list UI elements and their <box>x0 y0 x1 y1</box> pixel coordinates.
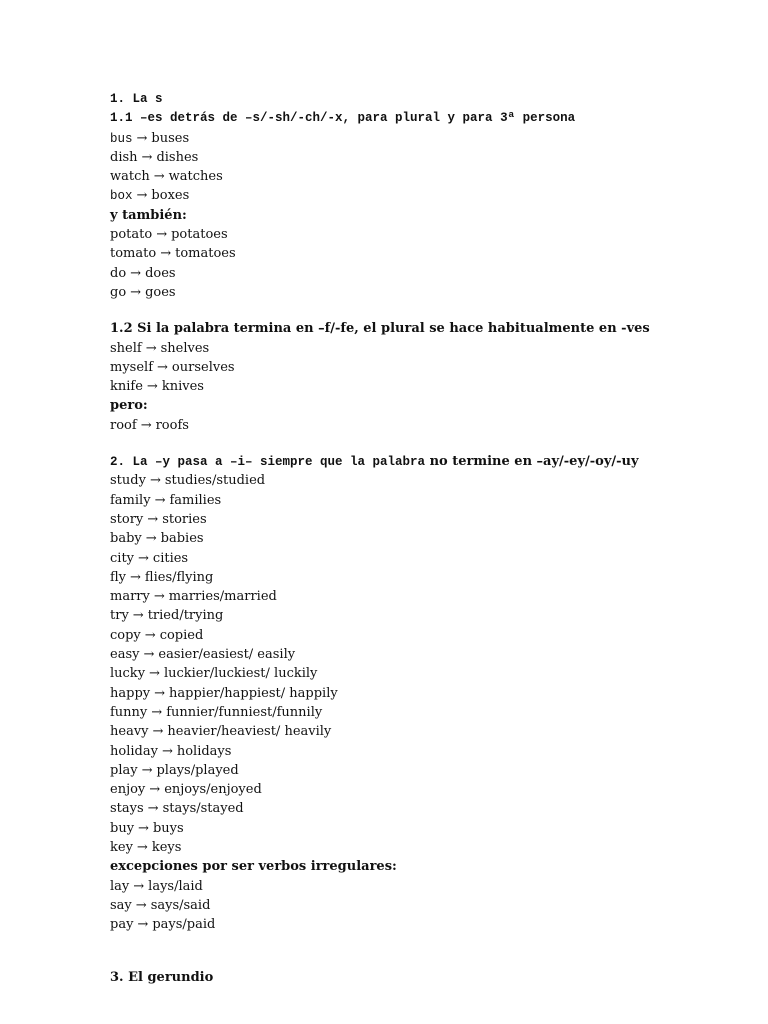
word-to: families <box>169 492 222 508</box>
word-from: funny <box>110 704 148 720</box>
word-to: tomatoes <box>175 246 236 262</box>
list-item <box>110 529 710 548</box>
list-item <box>110 626 710 645</box>
word-from: potato <box>110 227 153 243</box>
section-1-title: 1. La s <box>110 92 163 106</box>
list-item <box>110 549 710 568</box>
word-from: marry <box>110 589 150 605</box>
word-from: baby <box>110 531 142 547</box>
word-to: keys <box>151 839 182 855</box>
arrow-right-icon: → <box>154 685 166 701</box>
arrow-right-icon: → <box>136 188 148 204</box>
word-to: easier/easiest/ easily <box>158 647 296 663</box>
arrow-right-icon: → <box>135 897 147 913</box>
word-from: buy <box>110 820 135 836</box>
list-item <box>110 664 710 683</box>
word-to: pays/paid <box>152 917 216 933</box>
word-to: copied <box>159 627 204 643</box>
word-from: do <box>110 265 127 281</box>
list-item <box>110 358 710 377</box>
word-to: luckier/luckiest/ luckily <box>163 666 318 682</box>
word-from: copy <box>110 627 141 643</box>
arrow-right-icon: → <box>144 627 156 643</box>
arrow-right-icon: → <box>153 589 165 605</box>
arrow-right-icon: → <box>136 839 148 855</box>
word-from: dish <box>110 149 138 165</box>
arrow-right-icon: → <box>149 473 161 489</box>
arrow-right-icon: → <box>130 284 142 300</box>
word-from: lucky <box>110 666 146 682</box>
list-item <box>110 799 710 818</box>
list-item <box>110 510 710 529</box>
list-item <box>110 186 710 205</box>
arrow-right-icon: → <box>160 246 172 262</box>
list-item <box>110 339 710 358</box>
list-item <box>110 915 710 934</box>
list-item <box>110 264 710 283</box>
section-2-list <box>110 471 710 857</box>
arrow-right-icon: → <box>161 743 173 759</box>
list-item <box>110 283 710 302</box>
arrow-right-icon: → <box>141 149 153 165</box>
word-from: story <box>110 511 144 527</box>
arrow-right-icon: → <box>149 666 160 682</box>
spacer <box>110 302 710 319</box>
but-list <box>110 416 710 435</box>
word-to: funnier/funniest/funnily <box>166 704 323 720</box>
also-label: y también: <box>110 207 187 223</box>
list-item <box>110 684 710 703</box>
arrow-right-icon: → <box>130 265 142 281</box>
section-1-2-list <box>110 339 710 397</box>
arrow-right-icon: → <box>140 417 152 433</box>
word-from: tomato <box>110 246 157 262</box>
list-item <box>110 896 710 915</box>
list-item <box>110 761 710 780</box>
spacer <box>110 934 710 968</box>
word-to: stays/stayed <box>162 801 244 817</box>
word-to: heavier/heaviest/ heavily <box>167 724 332 740</box>
word-from: key <box>110 839 133 855</box>
list-item <box>110 722 710 741</box>
word-to: watches <box>168 169 223 185</box>
arrow-right-icon: → <box>154 492 166 508</box>
list-item <box>110 568 710 587</box>
word-from: pay <box>110 917 134 933</box>
arrow-right-icon: → <box>151 704 163 720</box>
word-to: does <box>145 265 176 281</box>
word-to: lays/laid <box>148 878 203 894</box>
word-from: myself <box>110 359 154 375</box>
word-from: try <box>110 608 129 624</box>
word-from: easy <box>110 647 140 663</box>
list-item <box>110 244 710 263</box>
word-to: roofs <box>155 417 189 433</box>
exceptions-label: excepciones por ser verbos irregulares: <box>110 859 397 875</box>
word-from: box <box>110 189 133 204</box>
list-item <box>110 167 710 186</box>
word-to: happier/happiest/ happily <box>169 685 338 701</box>
arrow-right-icon: → <box>145 531 157 547</box>
document-page <box>110 90 710 988</box>
word-from: heavy <box>110 724 149 740</box>
also-list <box>110 225 710 302</box>
section-1-1-title: 1.1 –es detrás de –s/-sh/-ch/-x, para plural y para 3ª persona <box>110 111 576 126</box>
word-to: marries/married <box>168 589 277 605</box>
list-item <box>110 416 710 435</box>
section-2-title <box>110 452 710 471</box>
word-to: holidays <box>176 743 232 759</box>
section-3-title: 3. El gerundio <box>110 970 214 986</box>
arrow-right-icon: → <box>141 762 153 778</box>
list-item <box>110 148 710 167</box>
exceptions-list <box>110 877 710 935</box>
list-item <box>110 377 710 396</box>
word-to: buys <box>152 820 184 836</box>
word-from: watch <box>110 169 150 185</box>
word-to: studies/studied <box>164 473 266 489</box>
arrow-right-icon: → <box>133 878 145 894</box>
section-1-1-list <box>110 129 710 206</box>
word-to: goes <box>145 284 176 300</box>
word-from: knife <box>110 379 143 395</box>
arrow-right-icon: → <box>157 359 168 375</box>
arrow-right-icon: → <box>153 169 165 185</box>
word-from: enjoy <box>110 782 146 798</box>
arrow-right-icon: → <box>156 227 168 243</box>
arrow-right-icon: → <box>149 782 161 798</box>
list-item <box>110 838 710 857</box>
list-item <box>110 587 710 606</box>
word-to: tried/trying <box>147 608 224 624</box>
word-to: stories <box>162 511 207 527</box>
arrow-right-icon: → <box>152 724 164 740</box>
word-to: boxes <box>151 188 190 204</box>
section-1-2-title: 1.2 Si la palabra termina en –f/-fe, el plural se hace habitualmente en -ves <box>110 321 650 337</box>
arrow-right-icon: → <box>138 820 149 836</box>
word-from: go <box>110 284 127 300</box>
word-to: shelves <box>160 340 210 356</box>
word-to: ourselves <box>171 359 235 375</box>
word-from: play <box>110 762 138 778</box>
word-to: enjoys/enjoyed <box>164 782 262 798</box>
arrow-right-icon: → <box>136 130 148 146</box>
word-from: say <box>110 897 132 913</box>
spacer <box>110 435 710 452</box>
arrow-right-icon: → <box>138 550 149 566</box>
section-2-title-serif: no termine en –ay/-ey/-oy/-uy <box>425 454 639 470</box>
arrow-right-icon: → <box>145 340 157 356</box>
word-from: shelf <box>110 340 142 356</box>
list-item <box>110 742 710 761</box>
list-item <box>110 645 710 664</box>
word-to: dishes <box>156 149 199 165</box>
arrow-right-icon: → <box>130 569 141 585</box>
list-item <box>110 471 710 490</box>
arrow-right-icon: → <box>147 511 159 527</box>
word-from: lay <box>110 878 130 894</box>
arrow-right-icon: → <box>132 608 144 624</box>
word-from: family <box>110 492 151 508</box>
word-to: plays/played <box>156 762 239 778</box>
word-from: happy <box>110 685 151 701</box>
word-from: fly <box>110 569 127 585</box>
list-item <box>110 780 710 799</box>
arrow-right-icon: → <box>137 917 149 933</box>
arrow-right-icon: → <box>147 801 159 817</box>
list-item <box>110 225 710 244</box>
word-from: roof <box>110 417 137 433</box>
list-item <box>110 703 710 722</box>
word-from: city <box>110 550 135 566</box>
list-item <box>110 877 710 896</box>
arrow-right-icon: → <box>146 379 158 395</box>
word-to: babies <box>160 531 204 547</box>
arrow-right-icon: → <box>143 647 155 663</box>
word-from: holiday <box>110 743 158 759</box>
list-item <box>110 491 710 510</box>
word-from: study <box>110 473 146 489</box>
word-to: says/said <box>150 897 211 913</box>
but-label: pero: <box>110 398 148 414</box>
list-item <box>110 129 710 148</box>
word-to: buses <box>151 130 190 146</box>
word-to: knives <box>161 379 204 395</box>
section-2-title-mono: 2. La –y pasa a –i– siempre que la palabra <box>110 455 426 470</box>
list-item <box>110 819 710 838</box>
word-from: stays <box>110 801 144 817</box>
word-from: bus <box>110 131 133 146</box>
word-to: potatoes <box>171 227 228 243</box>
word-to: flies/flying <box>144 569 214 585</box>
list-item <box>110 606 710 625</box>
word-to: cities <box>152 550 189 566</box>
